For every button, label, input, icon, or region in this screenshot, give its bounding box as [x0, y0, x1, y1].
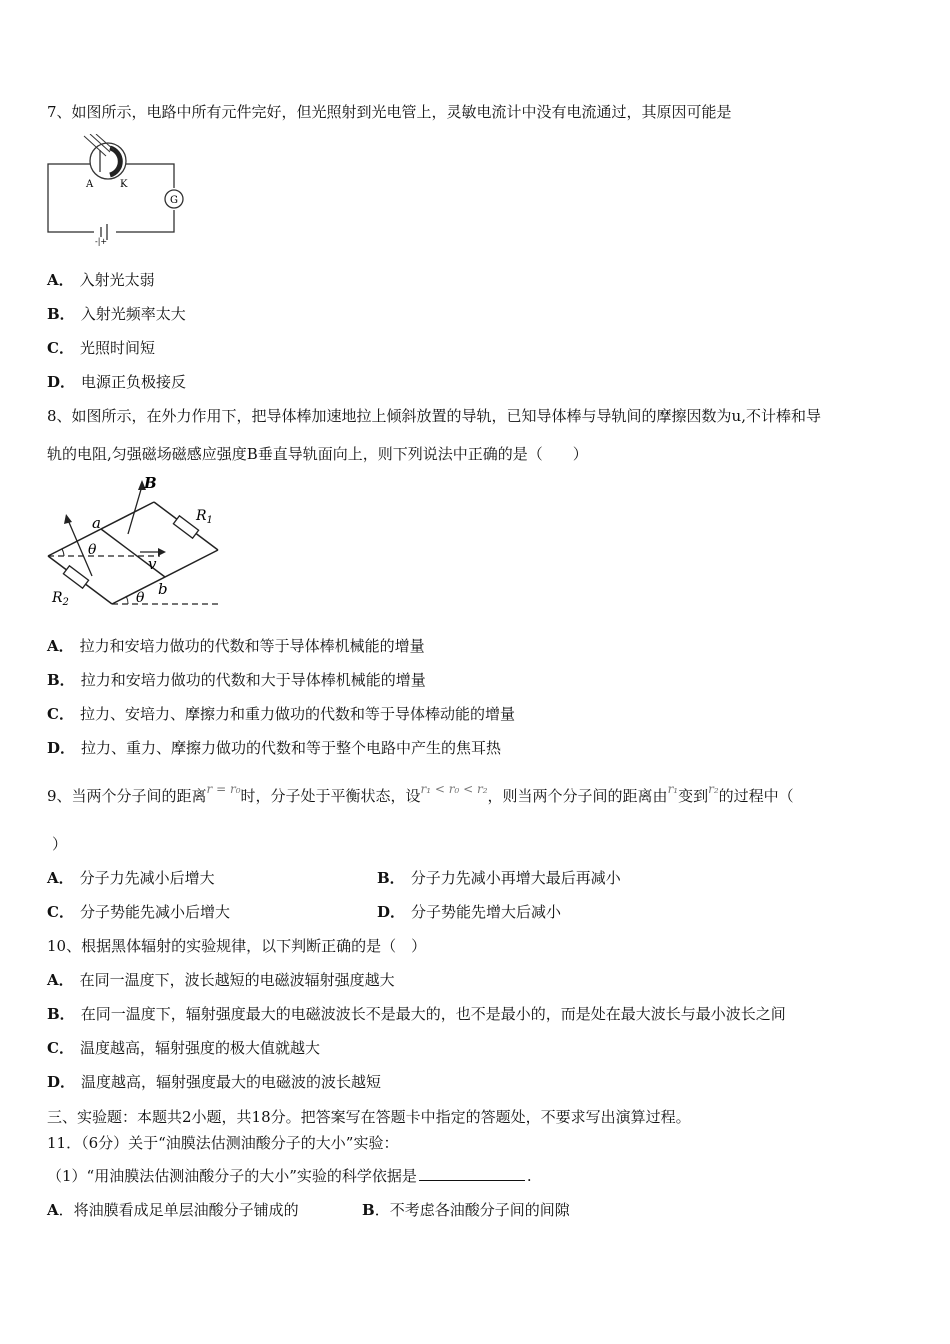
- formula-r2: r₂: [708, 782, 719, 796]
- point-a-label: a: [92, 514, 101, 532]
- r2-label: $R_2$: [52, 590, 69, 608]
- q11-option-a: A．将油膜看成足单层油酸分子铺成的: [47, 1201, 299, 1219]
- q10-stem: 10、根据黑体辐射的实验规律，以下判断正确的是（ ）: [47, 937, 427, 955]
- q7-option-a: A． 入射光太弱: [47, 271, 155, 289]
- theta-label-upper: θ: [88, 542, 97, 558]
- q9-option-c: C． 分子势能先减小后增大: [47, 903, 230, 921]
- q8-option-b: B． 拉力和安培力做功的代数和大于导体棒机械能的增量: [47, 671, 426, 689]
- q9-option-b: B． 分子力先减小再增大最后再减小: [377, 869, 621, 887]
- anode-label: A: [86, 179, 94, 190]
- q11-option-b: B．不考虑各油酸分子间的间隙: [362, 1201, 570, 1219]
- q8-inclined-rail-figure: [40, 472, 230, 612]
- r1-label: $R_1$: [196, 508, 213, 526]
- b-field-label: B: [144, 474, 157, 492]
- q11-stem: 11．（6分）关于“油膜法估测油酸分子的大小”实验：: [47, 1134, 399, 1152]
- q8-option-a: A． 拉力和安培力做功的代数和等于导体棒机械能的增量: [47, 637, 425, 655]
- q7-option-b: B． 入射光频率太大: [47, 305, 186, 323]
- q7-option-d: D． 电源正负极接反: [47, 373, 187, 391]
- q7-stem: 7、如图所示，电路中所有元件完好，但光照射到光电管上，灵敏电流计中没有电流通过，其原因可能是: [47, 103, 732, 121]
- answer-blank: [419, 1166, 525, 1181]
- formula-r1-r0-r2: r₁ < r₀ < r₂: [420, 782, 488, 796]
- q10-option-c: C． 温度越高，辐射强度的极大值就越大: [47, 1039, 320, 1057]
- q11-sub1: （1）“用油膜法估测油酸分子的大小”实验的科学依据是 .: [47, 1167, 532, 1185]
- q8-stem-line1: 8、如图所示，在外力作用下，把导体棒加速地拉上倾斜放置的导轨，已知导体棒与导轨间的摩擦因数为u,不计棒和导: [47, 407, 821, 425]
- q9-option-a: A． 分子力先减小后增大: [47, 869, 215, 887]
- point-b-label: b: [158, 580, 168, 598]
- formula-r-eq-r0: r = r₀: [206, 782, 241, 796]
- cathode-label: K: [120, 179, 128, 190]
- q10-option-a: A． 在同一温度下，波长越短的电磁波辐射强度越大: [47, 971, 395, 989]
- q9-option-d: D． 分子势能先增大后减小: [377, 903, 562, 921]
- q8-stem-line2: 轨的电阻,匀强磁场磁感应强度B垂直导轨面向上，则下列说法中正确的是（ ）: [47, 445, 588, 463]
- section-3-heading: 三、实验题：本题共2小题，共18分。把答案写在答题卡中指定的答题处，不要求写出演算过程。: [47, 1108, 691, 1126]
- q9-stem: 9、当两个分子间的距离$^{r = r_0}$时，分子处于平衡状态，设$^{r_1 < r_0 < r_2}$，则当两个分子间的距离由$^{r_1}$变到$^{r_2}$的过程中（: [47, 782, 794, 805]
- q7-phototube-circuit-figure: [44, 134, 192, 246]
- q10-option-b: B． 在同一温度下，辐射强度最大的电磁波波长不是最大的，也不是最小的，而是处在最大波长与最小波长之间: [47, 1005, 786, 1023]
- q9-close-paren: ）: [52, 835, 68, 853]
- battery-label: -|+: [95, 237, 108, 246]
- theta-label-lower: θ: [136, 590, 145, 606]
- q8-option-d: D． 拉力、重力、摩擦力做功的代数和等于整个电路中产生的焦耳热: [47, 739, 502, 757]
- q10-option-d: D． 温度越高，辐射强度最大的电磁波的波长越短: [47, 1073, 382, 1091]
- q8-option-c: C． 拉力、安培力、摩擦力和重力做功的代数和等于导体棒动能的增量: [47, 705, 515, 723]
- velocity-label: v: [148, 555, 157, 573]
- formula-r1: r₁: [667, 782, 679, 796]
- q7-option-c: C． 光照时间短: [47, 339, 155, 357]
- galvanometer-label: G: [170, 195, 178, 206]
